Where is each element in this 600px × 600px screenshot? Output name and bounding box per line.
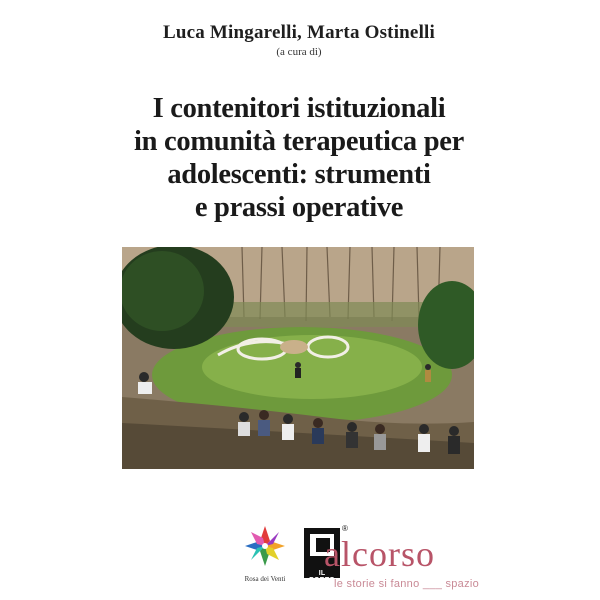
editors-note: (a cura di) bbox=[276, 46, 322, 58]
publisher-label: Rosa dei Venti bbox=[244, 575, 286, 583]
title-line: in comunità terapeutica per bbox=[134, 126, 464, 157]
title-line: adolescenti: strumenti bbox=[167, 159, 431, 190]
authors: Luca Mingarelli, Marta Ostinelli bbox=[162, 22, 436, 43]
imprint-tagline: le storie si fanno ___ spazio bbox=[334, 578, 480, 590]
cover-photo bbox=[122, 247, 474, 469]
registered-mark: ® bbox=[342, 524, 348, 533]
rosa-dei-venti-logo-icon bbox=[243, 524, 287, 568]
publisher-alcorso bbox=[304, 522, 494, 596]
publisher-rosa-dei-venti bbox=[240, 524, 290, 583]
book-cover bbox=[104, 8, 494, 596]
title-line: I contenitori istituzionali bbox=[152, 93, 446, 124]
imprint-name: alcorso bbox=[324, 534, 435, 574]
ilporto-label: IL PORTO bbox=[309, 570, 335, 584]
book-title bbox=[104, 92, 494, 224]
title-line: e prassi operative bbox=[194, 192, 404, 223]
